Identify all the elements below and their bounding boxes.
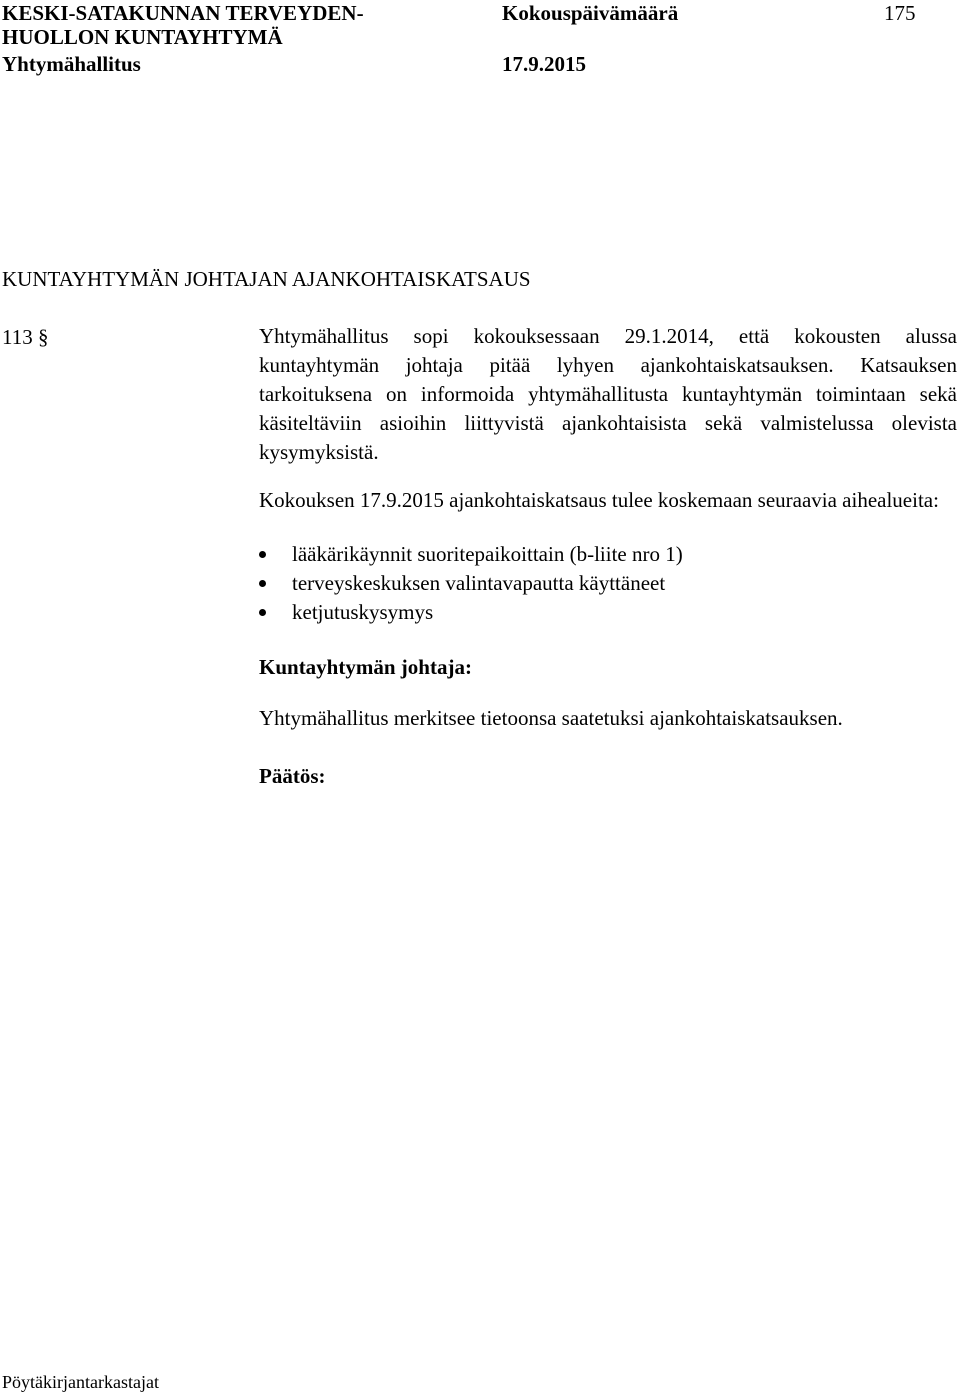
bullet-icon xyxy=(259,580,266,587)
list-item-text: ketjutuskysymys xyxy=(292,600,434,624)
meeting-date: 17.9.2015 xyxy=(502,52,586,76)
bullet-icon xyxy=(259,609,266,616)
director-heading: Kuntayhtymän johtaja: xyxy=(259,655,472,679)
section-number: 113 § xyxy=(2,325,49,349)
list-item xyxy=(259,540,683,569)
intro-paragraph: Yhtymähallitus sopi kokouksessaan 29.1.2014, että kokousten alussa kuntayhtymän johtaja pitää lyhyen ajankohtaiskatsauksen. Katsauksen tarkoituksena on informoida yhtymähallitusta kuntayhtymän toimintaan sekä käsiteltäviin asioihin liittyvistä ajankohtaisista sekä valmistelussa olevista kysymyksistä. xyxy=(259,324,957,464)
decision-heading: Päätös: xyxy=(259,764,326,788)
governing-body-name: Yhtymähallitus xyxy=(2,52,141,76)
meeting-date-label: Kokouspäivämäärä xyxy=(502,1,679,25)
list-item xyxy=(259,569,683,598)
organization-name-line1: KESKI-SATAKUNNAN TERVEYDEN- xyxy=(2,1,364,25)
page-number: 175 xyxy=(884,1,916,25)
organization-name-line2: HUOLLON KUNTAYHTYMÄ xyxy=(2,25,283,49)
list-item-text: terveyskeskuksen valintavapautta käyttäneet xyxy=(292,571,666,595)
list-item xyxy=(259,598,683,627)
proposal-text: Yhtymähallitus merkitsee tietoonsa saatetuksi ajankohtaiskatsauksen. xyxy=(259,706,843,730)
list-item-text: lääkärikäynnit suoritepaikoittain (b-liite nro 1) xyxy=(292,542,683,566)
topics-list xyxy=(259,540,683,627)
topics-paragraph: Kokouksen 17.9.2015 ajankohtaiskatsaus tulee koskemaan seuraavia aihealueita: xyxy=(259,488,939,512)
section-title: KUNTAYHTYMÄN JOHTAJAN AJANKOHTAISKATSAUS xyxy=(2,267,531,291)
bullet-icon xyxy=(259,551,266,558)
minutes-reviewers-label: Pöytäkirjantarkastajat xyxy=(2,1372,159,1392)
